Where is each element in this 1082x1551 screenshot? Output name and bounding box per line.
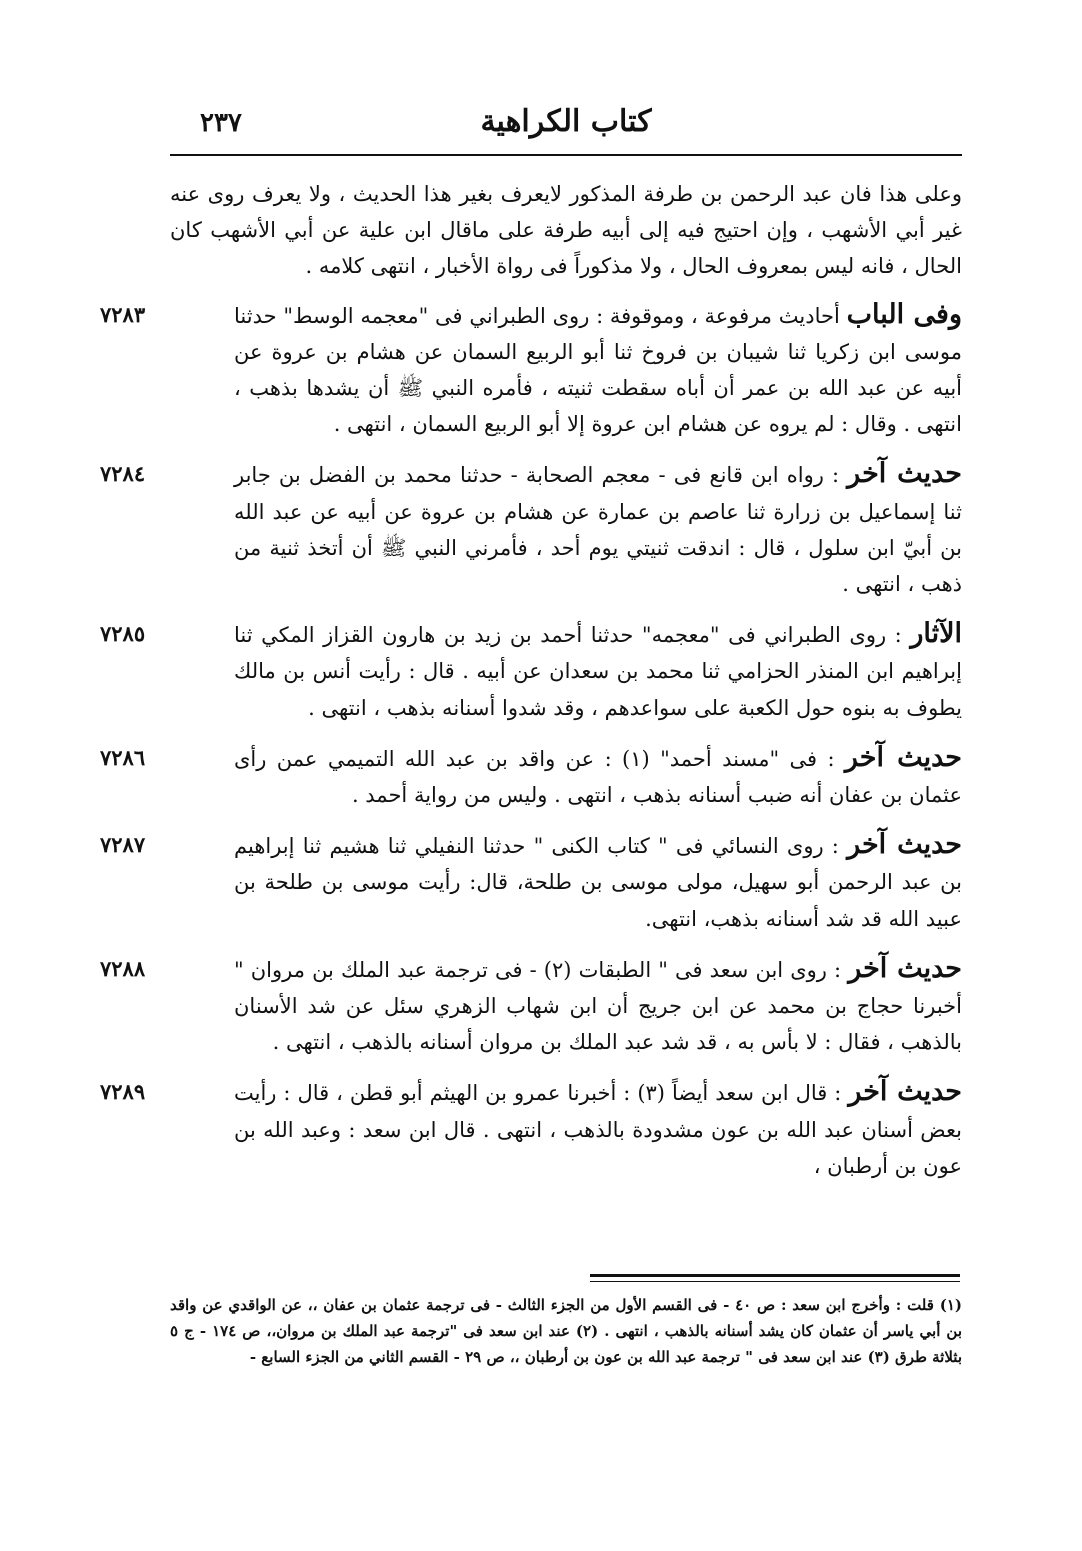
hadith-entry (100, 951, 962, 1061)
section-lead: الآثار (910, 618, 962, 650)
hadith-number: ٧٢٨٧ (100, 832, 146, 858)
section-lead: حديث آخر (844, 741, 962, 773)
hadith-entry (100, 1074, 962, 1184)
hadith-number: ٧٢٨٨ (100, 955, 146, 981)
hadith-number: ٧٢٨٣ (100, 301, 146, 327)
hadith-entry (100, 827, 963, 937)
hadith-number: ٧٢٨٤ (100, 461, 146, 487)
paragraph-text: وعلى هذا فان عبد الرحمن بن طرفة المذكور لايعرف بغير هذا الحديث ، ولا يعرف روى عنه غير أبي الأشهب ، وإن احتيج فيه إلى أبيه طرفة على ماقال ابن علية عن أبي الأشهب كان الحال ، فانه ليس بمعروف الحال ، ولا مذكوراً فى رواة الأخبار ، انتهى كلامه . (170, 182, 962, 279)
hadith-entry (100, 456, 962, 602)
section-lead: حديث آخر (848, 1076, 962, 1108)
paragraph-text: : روى ابن سعد فى " الطبقات (٢) - فى ترجمة عبد الملك بن مروان " أخبرنا حجاج بن محمد عن ابن جريج أن ابن شهاب الزهري سئل عن شد الأسنان بالذهب ، فقال : لا بأس به ، قد شد عبد الملك بن مروان أسنانه بالذهب ، انتهى . (234, 957, 962, 1055)
paragraph-text: : قال ابن سعد أيضاً (٣) : أخبرنا عمرو بن الهيثم أبو قطن ، قال : رأيت بعض أسنان عبد الله بن عون مشدودة بالذهب ، انتهى . قال ابن سعد : وعبد الله بن عون بن أرطبان ، (234, 1081, 962, 1178)
paragraph-text: : روى النسائي فى " كتاب الكنى " حدثنا النفيلي ثنا هشيم ثنا إبراهيم بن عبد الرحمن أبو سهيل، مولى موسى بن طلحة، قال: رأيت موسى بن طلحة بن عبيد الله قد شد أسنانه بذهب، انتهى. (234, 834, 962, 931)
footnote-separator (590, 1274, 960, 1282)
paragraph-text: : فى "مسند أحمد" (١) : عن واقد بن عبد الله التميمي عمن رأى عثمان بن عفان أنه ضبب أسنانه بذهب ، انتهى . وليس من رواية أحمد . (234, 746, 962, 808)
footnote-text: (١) قلت : وأخرج ابن سعد : ص ٤٠ - فى القسم الأول من الجزء الثالث - فى ترجمة عثمان بن عفان ،، عن الواقدي عن واقد بن أبي ياسر أن عثمان كان يشد أسنانه بالذهب ، انتهى . (٢) عند ابن سعد فى "ترجمة عبد الملك بن مروان،، ص ١٧٤ - ج ٥ بثلاثة طرق (٣) عند ابن سعد فى " ترجمة عبد الله بن عون بن أرطبان ،، ص ٢٩ - القسم الثاني من الجزء السابع - (170, 1296, 963, 1366)
paragraph-text: أحاديث مرفوعة ، وموقوفة : روى الطبراني فى "معجمه الوسط" حدثنا موسى ابن زكريا ثنا شيبان بن فروخ ثنا أبو الربيع السمان عن هشام بن عروة عن أبيه عن عبد الله بن عمر أن أباه سقطت ثنيته ، فأمره النبي ﷺ أن يشدها بذهب ، انتهى . وقال : لم يروه عن هشام ابن عروة إلا أبو الربيع السمان ، انتهى . (234, 303, 963, 437)
section-lead: وفى الباب (846, 298, 962, 330)
section-lead: حديث آخر (847, 458, 962, 490)
hadith-entry (100, 297, 963, 443)
section-lead: حديث آخر (847, 829, 963, 861)
paragraph-text: : روى الطبراني فى "معجمه" حدثنا أحمد بن زيد بن هارون القزاز المكي ثنا إبراهيم ابن المنذر الحزامي ثنا محمد بن سعدان عن أبيه . قال : رأيت أنس بن مالك يطوف به بنوه حول الكعبة على سواعدهم ، وقد شدوا أسنانه بذهب ، انتهى . (234, 623, 962, 720)
hadith-number: ٧٢٨٦ (100, 744, 146, 770)
hadith-number: ٧٢٨٥ (100, 621, 146, 647)
main-text (100, 176, 963, 1198)
section-lead: حديث آخر (848, 952, 962, 984)
page-number: ٢٣٧ (200, 108, 242, 138)
running-title: كتاب الكراهية (480, 104, 652, 139)
page-header (170, 100, 962, 156)
hadith-entry (100, 740, 962, 813)
hadith-entry (100, 616, 962, 726)
footnotes (170, 1292, 962, 1370)
paragraph-text: : رواه ابن قانع فى - معجم الصحابة - حدثنا محمد بن الفضل بن جابر ثنا إسماعيل بن زرارة ثنا عاصم بن عمارة عن هشام بن عروة عن أبيه عن عبد الله بن أبيّ ابن سلول ، قال : اندقت ثنيتي يوم أحد ، فأمرني النبي ﷺ أن أتخذ ثنية من ذهب ، انتهى . (234, 463, 962, 597)
paragraph-continuation (170, 176, 962, 285)
hadith-number: ٧٢٨٩ (100, 1079, 146, 1105)
